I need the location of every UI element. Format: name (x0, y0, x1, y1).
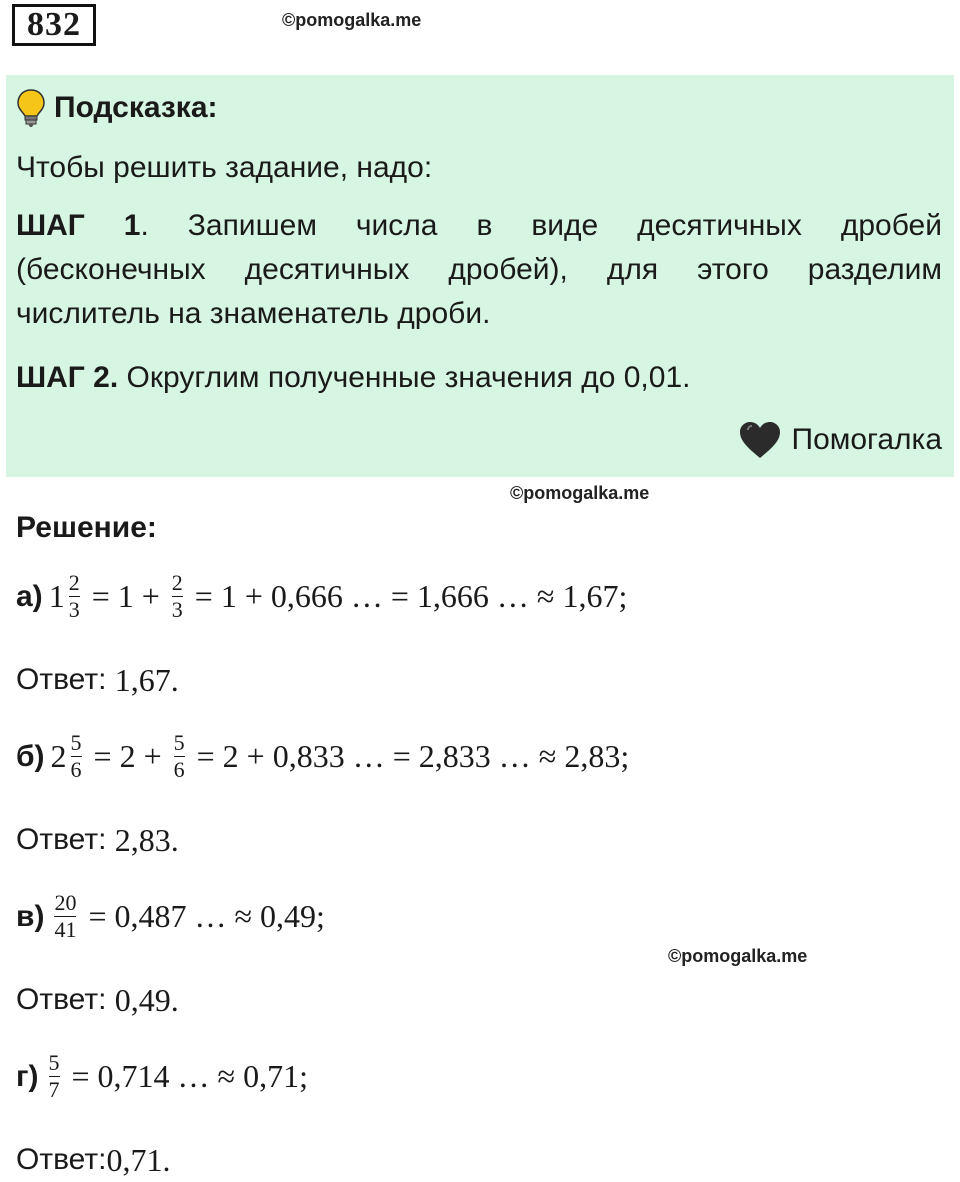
brand (738, 420, 943, 460)
solution-c (16, 892, 325, 941)
a-eq1: = 1 + (83, 578, 168, 614)
b-rest: = 2 + 0,833 … = 2,833 … ≈ 2,83; (188, 738, 630, 774)
answer-c: Ответ: 0,49. (16, 981, 179, 1018)
d-rest: = 0,714 … ≈ 0,71; (63, 1058, 308, 1094)
step1-label: ШАГ 1 (16, 209, 141, 242)
hint-step2 (16, 356, 690, 400)
hint-step1 (16, 204, 942, 336)
hint-title (16, 88, 218, 128)
d-fraction: $\frac{5}{7}$ (48, 1050, 60, 1102)
a-fraction: $\frac{2}{3}$ (68, 570, 80, 622)
step2-text: Округлим полученные значения до 0,01. (118, 361, 691, 394)
answer-a: Ответ: 1,67. (16, 661, 179, 698)
b-whole: 2 (50, 738, 67, 774)
heart-icon (738, 420, 782, 460)
watermark-top: ©pomogalka.me (282, 10, 422, 30)
step1-line3: числитель на знаменатель дроби. (16, 297, 491, 330)
solution-b (16, 732, 629, 781)
lightbulb-icon (16, 88, 46, 128)
a-fraction-2: $\frac{2}{3}$ (171, 570, 183, 622)
solution-title: Решение: (16, 511, 157, 544)
brand-name: Помогалка (791, 423, 942, 456)
solution-a (16, 572, 627, 621)
b-fraction: $\frac{5}{6}$ (70, 730, 82, 782)
watermark-low: ©pomogalka.me (668, 946, 808, 966)
c-fraction: $\frac{20}{41}$ (54, 890, 77, 942)
label-c: в) (16, 899, 45, 933)
step1-line1: . Запишем числа в виде десятичных дробей (140, 209, 942, 242)
b-eq1: = 2 + (85, 738, 170, 774)
answer-b: Ответ: 2,83. (16, 821, 179, 858)
label-b: б) (16, 739, 45, 773)
task-number: 832 (12, 4, 96, 46)
hint-intro: Чтобы решить задание, надо: (16, 151, 433, 184)
watermark-mid: ©pomogalka.me (510, 483, 650, 503)
solution-d (16, 1052, 308, 1101)
answer-d: Ответ: 0,71. (16, 1141, 171, 1178)
a-rest: = 1 + 0,666 … = 1,666 … ≈ 1,67; (186, 578, 628, 614)
b-fraction-2: $\frac{5}{6}$ (173, 730, 185, 782)
a-whole: 1 (48, 578, 65, 614)
label-d: г) (16, 1059, 39, 1093)
step1-line2: (бесконечных десятичных дробей), для этого разделим (16, 253, 942, 286)
label-a: а) (16, 579, 43, 613)
step2-label: ШАГ 2. (16, 361, 119, 394)
hint-title-text: Подсказка: (54, 91, 218, 124)
c-rest: = 0,487 … ≈ 0,49; (80, 898, 325, 934)
